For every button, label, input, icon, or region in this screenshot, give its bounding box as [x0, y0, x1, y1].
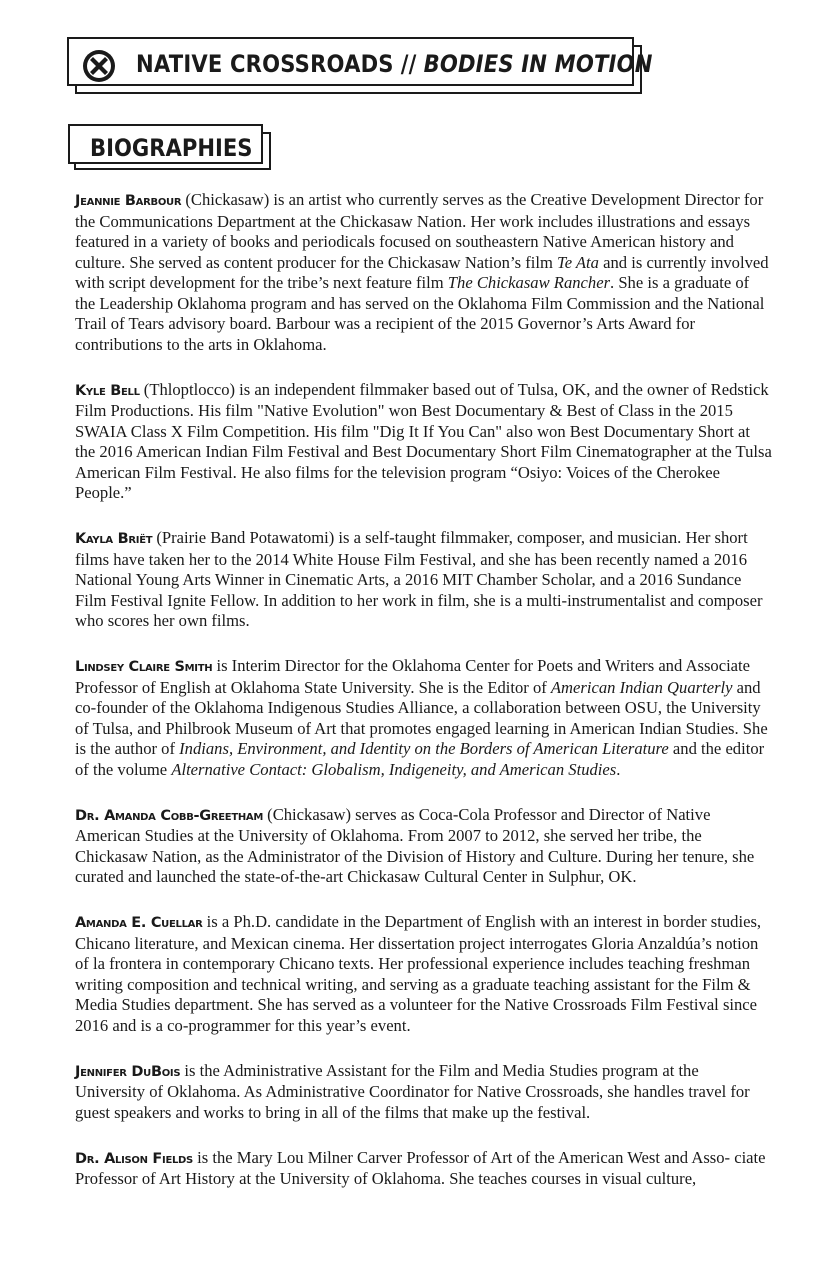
bio-publication-title: Alternative Contact: Globalism, Indigeneity, and American Studies — [171, 759, 617, 779]
bio-entry — [75, 190, 772, 355]
bio-name: Jeannie Barbour — [75, 193, 182, 209]
bio-entry — [75, 912, 772, 1036]
bio-text: (Chickasaw) is an artist who currently serves as the Creative Development Director for the Communications Department at the Chickasaw Nation. Her work includes illustrations and essays featured in a variety of books and periodicals focused on southeastern Native American history and culture. She served as content producer for the Chickasaw Nation’s film — [75, 190, 764, 272]
crossroads-x-circle-icon — [82, 49, 116, 83]
bio-text: is the Administrative Assistant for the Film and Media Studies program at the University of Oklahoma. As Administrative Coordinator for Native Crossroads, she handles travel for guest speakers and works to bring in all of the films that make up the festival. — [75, 1060, 750, 1122]
bio-name: Lindsey Claire Smith — [75, 659, 213, 675]
section-heading-box — [68, 124, 271, 170]
bio-text: . — [616, 759, 621, 779]
bio-entry — [75, 528, 772, 632]
banner-title-subtitle: BODIES IN MOTION — [423, 50, 653, 78]
bio-entry — [75, 1148, 772, 1190]
bio-publication-title: American Indian Quarterly — [550, 677, 733, 697]
bio-text: and is currently involved with script development for the tribe’s next feature film — [75, 252, 769, 292]
bio-text: is a Ph.D. candidate in the Department of English with an interest in border studies, Chicano literature, and Mexican cinema. Her dissertation project interrogates Gloria Anzaldúa’s notion of la frontera in contemporary Chicano texts. Her professional experience includes teaching freshman writing composition and technical writing, and serving as a graduate teaching assistant for the Film & Media Studies department. She has served as a volunteer for the Native Crossroads Film Festival since 2016 and is a co-programmer for this year’s event. — [75, 912, 762, 1035]
bio-text: is the Mary Lou Milner Carver Professor of Art of the American West and Asso- ciate Professor of Art History at the University of Oklahoma. She teaches courses in visual culture, — [75, 1147, 766, 1188]
biographies-list — [75, 190, 772, 1214]
banner-title-separator: // — [400, 50, 417, 78]
section-heading: BIOGRAPHIES — [90, 134, 253, 162]
bio-name: Kayla Briët — [75, 531, 153, 547]
banner-title — [136, 50, 653, 78]
bio-text: and the editor of the volume — [75, 739, 765, 779]
bio-text: (Chickasaw) serves as Coca-Cola Professor and Director of Native American Studies at the University of Oklahoma. From 2007 to 2012, she served her tribe, the Chickasaw Nation, as the Administrator of the Division of History and Culture. During her tenure, she curated and launched the state-of-the-art Chickasaw Cultural Center in Sulphur, OK. — [75, 804, 755, 886]
bio-text: (Thloptlocco) is an independent filmmaker based out of Tulsa, OK, and the owner of Redstick Film Productions. His film "Native Evolution" won Best Documentary & Best of Class in the 2015 SWAIA Class X Film Competition. His film "Dig It If You Can" also won Best Documentary Short at the 2016 American Indian Film Festival and Best Documentary Short Film Cinematographer at the Tulsa American Film Festival. He also films for the television program “Osiyo: Voices of the Cherokee People.” — [75, 379, 772, 502]
bio-name: Dr. Amanda Cobb-Greetham — [75, 807, 264, 824]
bio-entry — [75, 805, 772, 888]
bio-name: Dr. Alison Fields — [75, 1150, 193, 1167]
banner-frame — [67, 37, 653, 86]
bio-text: and co-founder of the Oklahoma Indigenous Studies Alliance, a collaboration between OSU, the University of Tulsa, and Philbrook Museum of Art that promotes engaged learning in American Indian Studies. She is the author of — [75, 677, 768, 758]
bio-text: (Prairie Band Potawatomi) is a self-taught filmmaker, composer, and musician. Her short films have taken her to the 2014 White House Film Festival, and she has been recently named a 2016 National Young Arts Winner in Cinematic Arts, a 2016 MIT Chamber Scholar, and a 2016 Sundance Film Festival Ignite Fellow. In addition to her work in film, she is a multi-instrumentalist and composer who scores her own films. — [75, 528, 763, 630]
bio-publication-title: Indians, Environment, and Identity on the Borders of American Literature — [179, 739, 669, 758]
bio-film-title: Te Ata — [557, 252, 599, 272]
bio-name: Jennifer DuBois — [75, 1063, 181, 1080]
bio-film-title: The Chickasaw Rancher — [447, 273, 611, 292]
bio-entry — [75, 380, 772, 504]
bio-text: is Interim Director for the Oklahoma Center for Poets and Writers and Associate Professor of English at Oklahoma State University. She is the Editor of — [75, 656, 751, 697]
page-header-banner — [67, 37, 653, 93]
banner-title-main: NATIVE CROSSROADS — [136, 50, 394, 78]
bio-name: Amanda E. Cuellar — [75, 915, 203, 931]
bio-name: Kyle Bell — [75, 382, 140, 399]
bio-entry — [75, 1061, 772, 1124]
bio-entry — [75, 656, 772, 780]
bio-text: . She is a graduate of the Leadership Oklahoma program and has served on the Oklahoma Film Commission and the National Trail of Tears advisory board. Barbour was a recipient of the 2015 Governor’s Arts Award for contributions to the arts in Oklahoma. — [75, 273, 765, 354]
